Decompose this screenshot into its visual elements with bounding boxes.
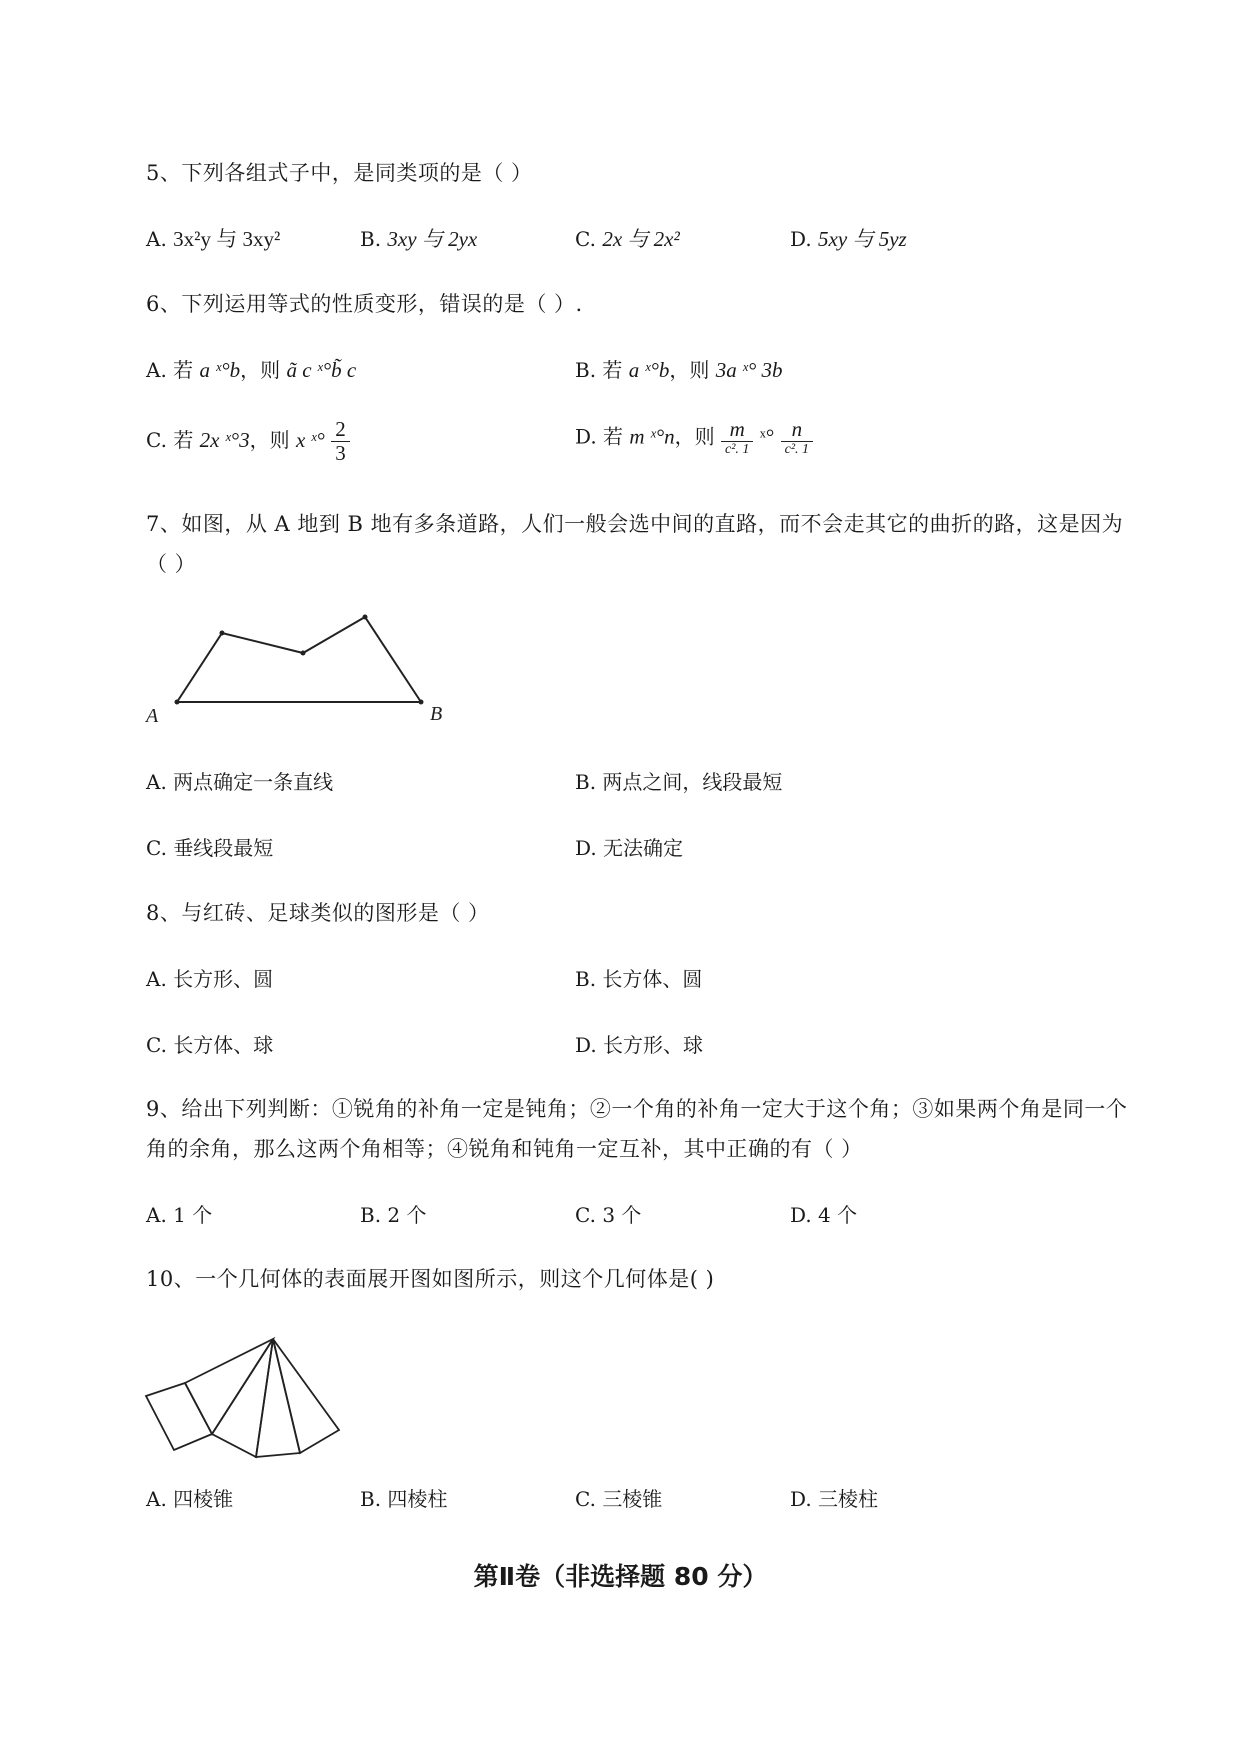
- option-letter: A.: [146, 358, 167, 382]
- q6-option-c: [146, 418, 350, 465]
- q9-stem-line1: 9、给出下列判断：①锐角的补角一定是钝角；②一个角的补角一定大于这个角；③如果两个角是同一个: [146, 1097, 1128, 1121]
- q5-option-a: [146, 223, 280, 253]
- q7-stem-line1: 7、如图，从 A 地到 B 地有多条道路，人们一般会选中间的直路，而不会走其它的曲折的路，这是因为: [146, 512, 1124, 536]
- q8-option-d: [575, 1029, 703, 1058]
- option-letter: D.: [790, 227, 812, 251]
- option-expression: x ˣ°: [295, 428, 325, 453]
- option-prefix: 若: [602, 358, 623, 382]
- option-prefix: 若: [173, 428, 194, 453]
- triangle-face: [185, 1339, 273, 1434]
- option-expression: 2x 与 2x²: [602, 227, 680, 251]
- winding-road: [177, 617, 421, 702]
- q6-option-a: [146, 354, 356, 383]
- q7-option-b: [575, 766, 782, 795]
- option-letter: B.: [575, 358, 597, 382]
- option-letter: C.: [146, 1033, 167, 1057]
- option-letter: C.: [575, 1203, 596, 1227]
- q8-option-c: [146, 1029, 273, 1058]
- option-expression: a ˣ°b: [628, 358, 670, 382]
- fraction-m-over-c2: [721, 418, 753, 457]
- option-letter: A.: [146, 1203, 167, 1227]
- option-expression: 3xy 与 2yx: [387, 227, 478, 251]
- option-expression: ã c ˣ°b̃ c: [286, 358, 357, 382]
- fraction-n-over-c2: [781, 418, 813, 457]
- q10-net-figure: [140, 1325, 350, 1455]
- option-letter: B.: [360, 1487, 382, 1511]
- option-connector: ，则: [669, 358, 710, 382]
- option-text: 两点确定一条直线: [173, 770, 334, 794]
- option-letter: D.: [575, 836, 597, 860]
- q7-option-d: [575, 832, 683, 861]
- q6-stem: 6、下列运用等式的性质变形，错误的是（ ）.: [146, 292, 583, 316]
- q10-option-d: [790, 1483, 878, 1512]
- fraction-denominator: c². 1: [725, 442, 750, 458]
- q9-option-d: [790, 1199, 857, 1228]
- option-text: 垂线段最短: [173, 836, 274, 860]
- q8-option-b: [575, 963, 702, 992]
- option-letter: A.: [146, 227, 167, 251]
- q9-option-b: [360, 1199, 427, 1228]
- q10-option-a: [146, 1483, 233, 1512]
- option-connector: ，则: [674, 424, 715, 449]
- option-letter: D.: [790, 1203, 812, 1227]
- triangle-face: [273, 1339, 339, 1453]
- q7-stem-line2: （ ）: [146, 552, 197, 576]
- equals-symbol: ˣ°: [759, 424, 775, 449]
- q5-stem: 5、下列各组式子中，是同类项的是（ ）: [146, 161, 533, 185]
- q9-option-c: [575, 1199, 641, 1228]
- option-letter: B.: [575, 967, 597, 991]
- q10-option-b: [360, 1483, 447, 1512]
- option-text: 四棱锥: [173, 1487, 234, 1511]
- q10-stem: 10、一个几何体的表面展开图如图所示，则这个几何体是( ): [146, 1267, 715, 1291]
- q9-stem-line2: 角的余角，那么这两个角相等；④锐角和钝角一定互补，其中正确的有（ ）: [146, 1137, 863, 1161]
- option-connector: ，则: [249, 428, 290, 453]
- option-connector: ，则: [240, 358, 281, 382]
- option-letter: C.: [146, 428, 167, 453]
- q7-path-figure: [140, 600, 460, 730]
- option-prefix: 若: [603, 424, 624, 449]
- option-letter: D.: [575, 1033, 597, 1057]
- option-text: 4 个: [818, 1203, 858, 1227]
- q6-option-d: [575, 418, 813, 457]
- q5-option-c: [575, 223, 680, 253]
- q7-option-c: [146, 832, 273, 861]
- option-text: 长方形、球: [603, 1033, 704, 1057]
- option-expression: 2x ˣ°3: [199, 428, 250, 453]
- option-text: 2 个: [387, 1203, 427, 1227]
- option-text: 长方体、球: [173, 1033, 274, 1057]
- option-letter: C.: [575, 1487, 596, 1511]
- q5-option-d: [790, 223, 907, 253]
- q8-option-a: [146, 963, 273, 992]
- option-text: 长方体、圆: [602, 967, 703, 991]
- option-letter: D.: [790, 1487, 812, 1511]
- point-b: [419, 700, 424, 705]
- option-expression: a ˣ°b: [199, 358, 241, 382]
- option-text: 长方形、圆: [173, 967, 274, 991]
- option-letter: C.: [575, 227, 596, 251]
- option-letter: B.: [360, 1203, 382, 1227]
- fraction-numerator: m: [721, 418, 753, 442]
- option-letter: C.: [146, 836, 167, 860]
- q7-option-a: [146, 766, 333, 795]
- option-letter: A.: [146, 967, 167, 991]
- option-expression: 3a ˣ° 3b: [715, 358, 783, 382]
- q6-option-b: [575, 354, 783, 383]
- option-prefix: 若: [173, 358, 194, 382]
- vertex-point: [301, 651, 306, 656]
- option-letter: B.: [575, 770, 597, 794]
- option-letter: D.: [575, 424, 597, 449]
- option-letter: B.: [360, 227, 382, 251]
- label-a: A: [146, 705, 159, 727]
- option-letter: A.: [146, 770, 167, 794]
- q8-stem: 8、与红砖、足球类似的图形是（ ）: [146, 901, 490, 925]
- option-expression: m ˣ°n: [629, 424, 675, 449]
- q10-option-c: [575, 1483, 662, 1512]
- vertex-point: [363, 615, 368, 620]
- fraction-numerator: n: [781, 418, 813, 442]
- option-letter: A.: [146, 1487, 167, 1511]
- option-expression: 5xy 与 5yz: [818, 227, 907, 251]
- option-text: 四棱柱: [387, 1487, 448, 1511]
- q5-option-b: [360, 223, 477, 253]
- option-text: 1 个: [173, 1203, 213, 1227]
- fraction-numerator: 2: [331, 418, 350, 442]
- q9-option-a: [146, 1199, 212, 1228]
- option-text: 3 个: [602, 1203, 642, 1227]
- fraction-denominator: 3: [335, 441, 346, 466]
- section-title: 第Ⅱ卷（非选择题 80 分）: [473, 1562, 768, 1591]
- vertex-point: [220, 631, 225, 636]
- option-text: 三棱柱: [818, 1487, 879, 1511]
- option-text: 无法确定: [603, 836, 684, 860]
- option-text: 两点之间，线段最短: [602, 770, 783, 794]
- point-a: [175, 700, 180, 705]
- option-text: 三棱锥: [602, 1487, 663, 1511]
- fraction-two-thirds: [331, 418, 350, 465]
- fraction-denominator: c². 1: [784, 442, 810, 458]
- option-expression: 3x²y 与 3xy²: [173, 227, 281, 251]
- label-b: B: [430, 703, 443, 725]
